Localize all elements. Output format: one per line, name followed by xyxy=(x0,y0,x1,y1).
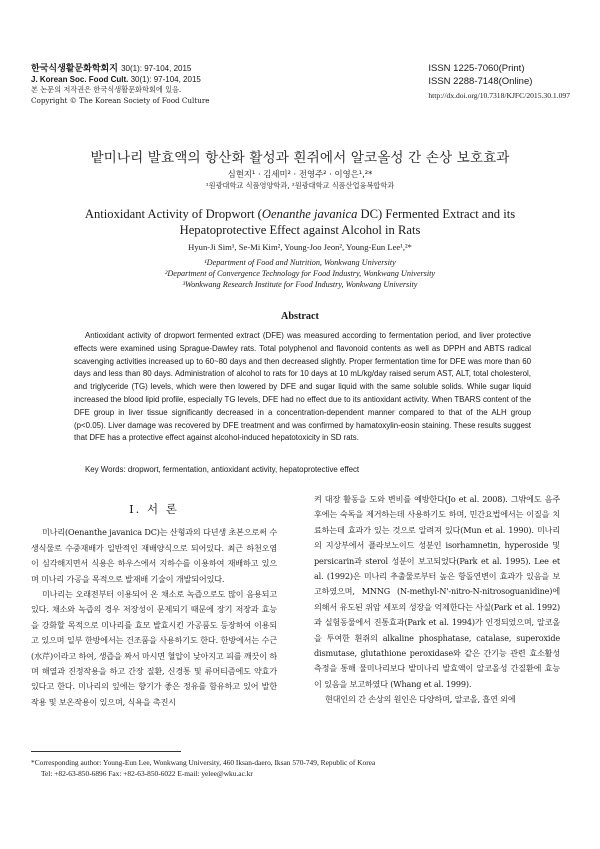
issn-online: ISSN 2288-7148(Online) xyxy=(428,76,533,87)
authors-english: Hyun-Ji Sim¹, Se-Mi Kim², Young-Joo Jeon², Young-Eun Lee¹,²* xyxy=(188,242,412,252)
affiliation-3: ³Wonkwang Research Institute for Food Industry, Wonkwang University xyxy=(182,280,418,289)
body-column-left xyxy=(31,492,277,710)
species-name: Oenanthe javanica xyxy=(261,207,358,221)
title-korean: 밭미나리 발효액의 항산화 활성과 흰쥐에서 알코올성 간 손상 보호효과 xyxy=(90,150,510,166)
copyright-ko: 본 논문의 저작권은 한국식생활문화학회에 있음. xyxy=(31,85,182,94)
doi-link[interactable]: http://dx.doi.org/10.7318/KJFC/2015.30.1.097 xyxy=(428,91,570,100)
affiliation-2: ²Department of Convergence Technology for Food Industry, Wonkwang University xyxy=(164,269,436,278)
affiliations-english xyxy=(0,257,600,290)
section-heading-introduction: I. 서 론 xyxy=(129,502,179,516)
abstract-heading: Abstract xyxy=(281,311,319,322)
body-paragraph: 켜 대장 활동을 도와 변비를 예방한다(Jo et al. 2008). 그밖에도 음주 후에는 숙독을 제거하는데 사용하기도 하며, 민간요법에서는 이질을 치료하는데 효과가 있는 것으로 알려져 있다(Mun et al. 1990). 미나리의 지상부에서 플라보노이드 성분인 isorhamnetin, hyperoside 및 persicarin과 sterol 성분이 보고되었다(Park et al. 1995). Lee et al. (1992)은 미나리 추출물로부터 높은 항돌연변이 효과가 있음을 보고하였으며, MNNG (N-methyl-N'-nitro-N-nitrosoguanidine)에 의해서 유도된 위암 세포의 성장을 억제한다는 사실(Park et al. 1992)과 실험동물에서 진통효과(Park et al. 1994)가 인정되었으며, 알코올을 투여한 흰쥐의 alkaline phosphatase, catalase, superoxide dismutase, glutathione peroxidase와 같은 간기능 관련 효소활성 측정을 통해 물미나리보다 밭미나리 발효액이 알코올성 간질환에 효능이 있음을 보고하였다 (Whang et al. 1999). xyxy=(314,494,560,689)
journal-name-ko: 한국식생활문화학회지 30(1): 97-104, 2015 xyxy=(31,64,192,74)
journal-name-en: J. Korean Soc. Food Cult. 30(1): 97-104, 2015 xyxy=(31,74,201,84)
issn-block xyxy=(428,62,570,102)
abstract-body: Antioxidant activity of dropwort fermented extract (DFE) was measured according to fermentation period, and liver protective effects were examined using Sprague-Dawley rats. Total polyphenol and flavonoid contents as well as DPPH and ABTS radical scavenging activities increased up to 60~80 days and then decreased slightly. Proper fermentation time for DFE was more than 60 days and less than 80 days. Administration of alcohol to rats for 10 days at 10 mL/kg/day raised serum AST, ALT, total cholesterol, and triglyceride (TG) levels, which were then lowered by DFE and sugar liquid with the same soluble solids. While sugar liquid increased the blood lipid profile, especially TG levels, DFE had no effect due to its antioxidant activity. When TBARS content of the DFE group in liver tissue significantly decreased in a concentration-dependent manner compared to that of the ALH group (p<0.05). Liver damage was recovered by DFE treatment and was confirmed by hamatoxylin-eosin staining. These results suggest that DFE has a protective effect against alcohol-induced hepatotoxicity in SD rats. xyxy=(74,331,531,443)
corresponding-author-footnote xyxy=(31,757,571,779)
journal-header xyxy=(31,64,210,106)
copyright-en: Copyright © The Korean Society of Food Culture xyxy=(31,95,210,105)
issn-print: ISSN 1225-7060(Print) xyxy=(428,63,525,74)
affiliation-1: ¹Department of Food and Nutrition, Wonkwang University xyxy=(204,258,396,267)
authors-korean: 심현지¹ · 김세미² · 전영주² · 이영은¹,²* xyxy=(227,169,373,179)
keywords: Key Words: dropwort, fermentation, antioxidant activity, hepatoprotective effect xyxy=(85,465,360,474)
title-english: Antioxidant Activity of Dropwort (Oenanthe javanica DC) Fermented Extract and its Hepatoprotective Effect against Alcohol in Rats xyxy=(84,207,516,237)
footnote-line-2: Tel: +82-63-850-6896 Fax: +82-63-850-6022 E-mail: yelee@wku.ac.kr xyxy=(41,769,253,778)
footnote-rule xyxy=(31,751,181,752)
affiliations-korean: ¹원광대학교 식품영양학과, ²원광대학교 식품산업융복합학과 xyxy=(205,181,395,190)
body-paragraph: 현대인의 간 손상의 원인은 다양하며, 알코올, 흡연 외에 xyxy=(325,694,516,705)
footnote-line-1: *Corresponding author: Young-Eun Lee, Wonkwang University, 460 Iksan-daero, Iksan 570-749, Republic of Korea xyxy=(31,758,376,767)
body-paragraph: 미나리(Oenanthe javanica DC)는 산형과의 다년생 초본으로써 수생식물로 수중재배가 일반적인 재배양식으로 되어있다. 최근 하천오염이 심각해지면서 식용은 하우스에서 지하수를 이용하여 재배하고 있으며 미나리 가공을 목적으로 발재배 기술이 개발되어있다. xyxy=(31,527,277,584)
body-column-right xyxy=(314,492,560,708)
body-paragraph: 미나리는 오래전부터 이용되어 온 채소로 녹즙으로도 많이 음용되고 있다. 채소와 녹즙의 경우 저장성이 문제되기 때문에 장기 저장과 효능을 강화할 목적으로 미나리를 효모 발효시킨 가공품도 등장하여 이용되고 있으며 일부 한방에서는 건조품을 사용하기도 한다. 한방에서는 수근(水芹)이라고 하여, 생즙을 짜서 마시면 혈압이 낮아지고 피를 깨끗이 하며 해열과 진정작용을 하고 간장 질환, 신경통 및 류머티즘에도 약효가 있다고 한다. 미나리의 잎에는 향기가 좋은 정유를 함유하고 있어 발한작용 및 보온작용이 있으며, 식욕을 촉진시 xyxy=(31,589,277,707)
